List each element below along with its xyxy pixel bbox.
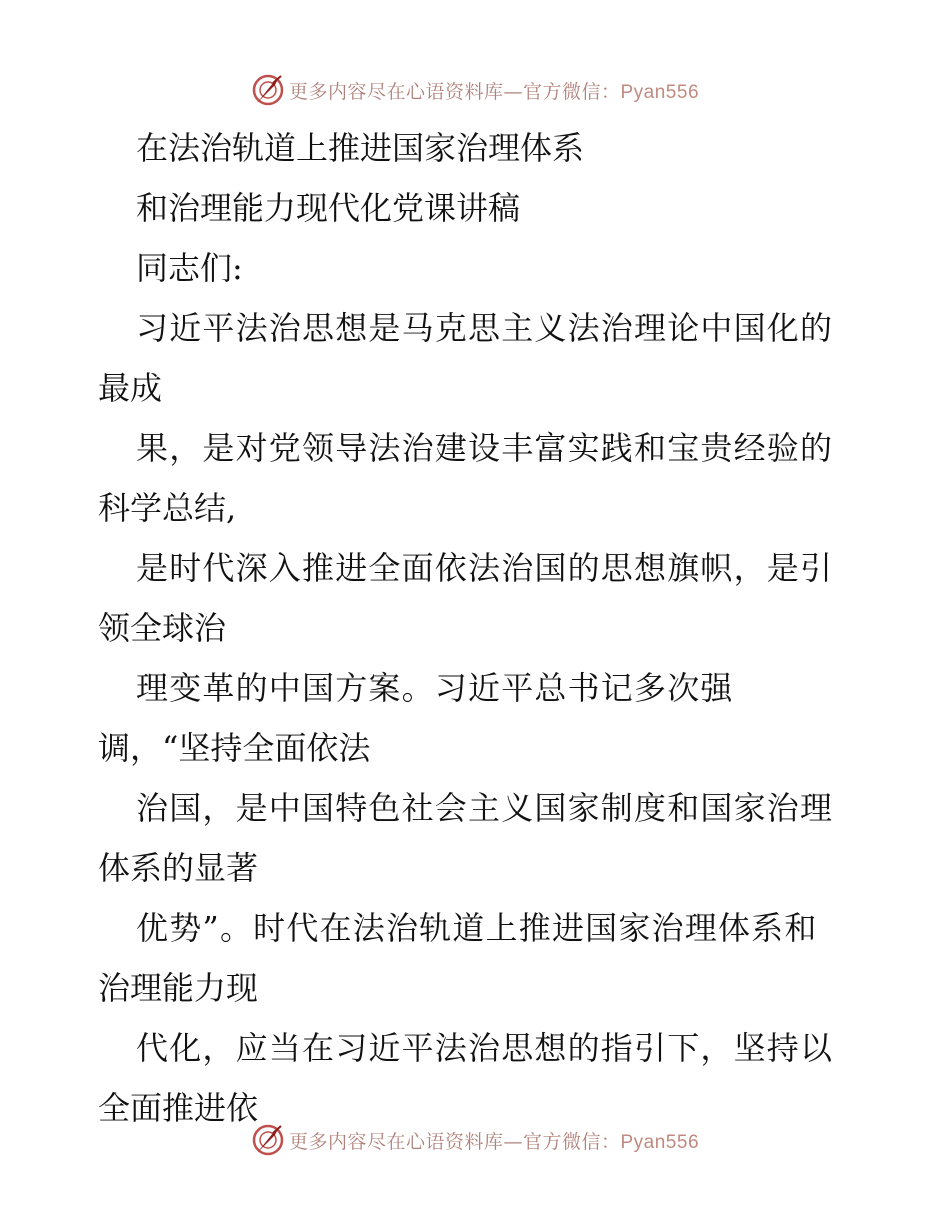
text-line: 最成	[98, 369, 163, 407]
text-line: 理变革的中国方案。习近平总书记多次强	[136, 669, 734, 707]
text-line: 治国，是中国特色社会主义国家制度和国家治理	[136, 789, 834, 827]
title-line-1: 在法治轨道上推进国家治理体系	[136, 129, 585, 167]
text-line: 领全球治	[98, 609, 227, 647]
text-line: 调，“坚持全面依法	[98, 729, 371, 767]
watermark-wechat-id: Pyan556	[620, 81, 700, 103]
text-line: 习近平法治思想是马克思主义法治理论中国化的	[136, 309, 834, 347]
text-line: 科学总结,	[98, 489, 237, 527]
watermark-label: 更多内容尽在心语资料库—官方微信：	[288, 1130, 621, 1153]
quill-logo-icon	[251, 73, 285, 107]
watermark-text	[289, 77, 699, 104]
quill-logo-icon	[251, 1123, 285, 1157]
footer-watermark	[0, 1120, 950, 1160]
text-line: 治理能力现	[98, 969, 259, 1007]
watermark-text	[289, 1127, 699, 1154]
watermark-label: 更多内容尽在心语资料库—官方微信：	[288, 80, 621, 103]
salutation-line: 同志们:	[136, 249, 243, 287]
document-body	[98, 118, 858, 1138]
title-line-2: 和治理能力现代化党课讲稿	[136, 189, 521, 227]
header-watermark	[0, 70, 950, 110]
text-line: 优势”。时代在法治轨道上推进国家治理体系和	[136, 909, 818, 947]
text-line: 是时代深入推进全面依法治国的思想旗帜，是引	[136, 549, 834, 587]
text-line: 全面推进依	[98, 1089, 259, 1127]
text-line: 果，是对党领导法治建设丰富实践和宝贵经验的	[136, 429, 834, 467]
text-line: 体系的显著	[98, 849, 259, 887]
text-line: 代化，应当在习近平法治思想的指引下，坚持以	[136, 1029, 834, 1067]
watermark-wechat-id: Pyan556	[620, 1131, 700, 1153]
